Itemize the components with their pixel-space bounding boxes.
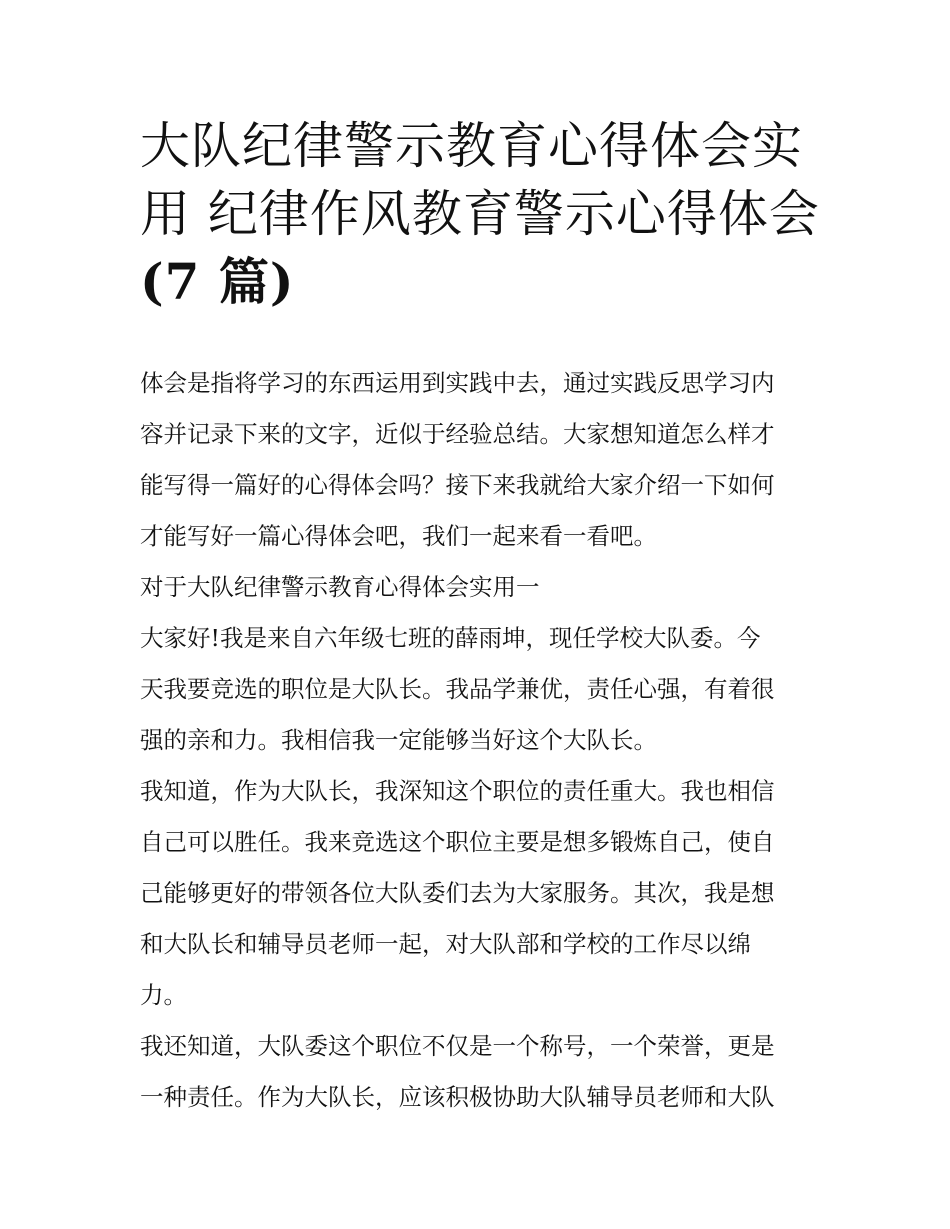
paragraph: [140, 1021, 820, 1123]
paragraph: [140, 613, 820, 766]
text-line: 自己可以胜任。我来竞选这个职位主要是想多锻炼自己，使自: [140, 828, 775, 856]
text-line: 己能够更好的带领各位大队委们去为大家服务。其次，我是想: [140, 879, 775, 907]
title-line: 用 纪律作风教育警示心得体会: [140, 185, 820, 243]
text-line: 和大队长和辅导员老师一起，对大队部和学校的工作尽以绵: [140, 930, 751, 958]
text-line: 体会是指将学习的东西运用到实践中去，通过实践反思学习内: [140, 369, 775, 397]
text-line: 力。: [140, 981, 187, 1009]
text-line: 才能写好一篇心得体会吧，我们一起来看一看吧。: [140, 522, 657, 550]
text-line: 一种责任。作为大队长，应该积极协助大队辅导员老师和大队: [140, 1083, 775, 1111]
text-line: 我还知道，大队委这个职位不仅是一个称号，一个荣誉，更是: [140, 1032, 775, 1060]
document-body: [140, 358, 820, 1123]
text-line: 强的亲和力。我相信我一定能够当好这个大队长。: [140, 726, 657, 754]
document-title: [140, 112, 820, 316]
paragraph-intro: [140, 358, 820, 562]
text-line: 我知道，作为大队长，我深知这个职位的责任重大。我也相信: [140, 777, 775, 805]
text-line: 容并记录下来的文字，近似于经验总结。大家想知道怎么样才: [140, 420, 775, 448]
paragraph: [140, 766, 820, 1021]
text-line: 对于大队纪律警示教育心得体会实用一: [140, 573, 540, 601]
text-line: 能写得一篇好的心得体会吗？接下来我就给大家介绍一下如何: [140, 471, 775, 499]
title-line: (7 篇): [140, 252, 295, 311]
section-heading: [140, 562, 820, 613]
text-line: 天我要竞选的职位是大队长。我品学兼优，责任心强，有着很: [140, 675, 775, 703]
text-line: 大家好!我是来自六年级七班的薛雨坤，现任学校大队委。今: [140, 624, 761, 652]
title-line: 大队纪律警示教育心得体会实: [140, 117, 803, 175]
